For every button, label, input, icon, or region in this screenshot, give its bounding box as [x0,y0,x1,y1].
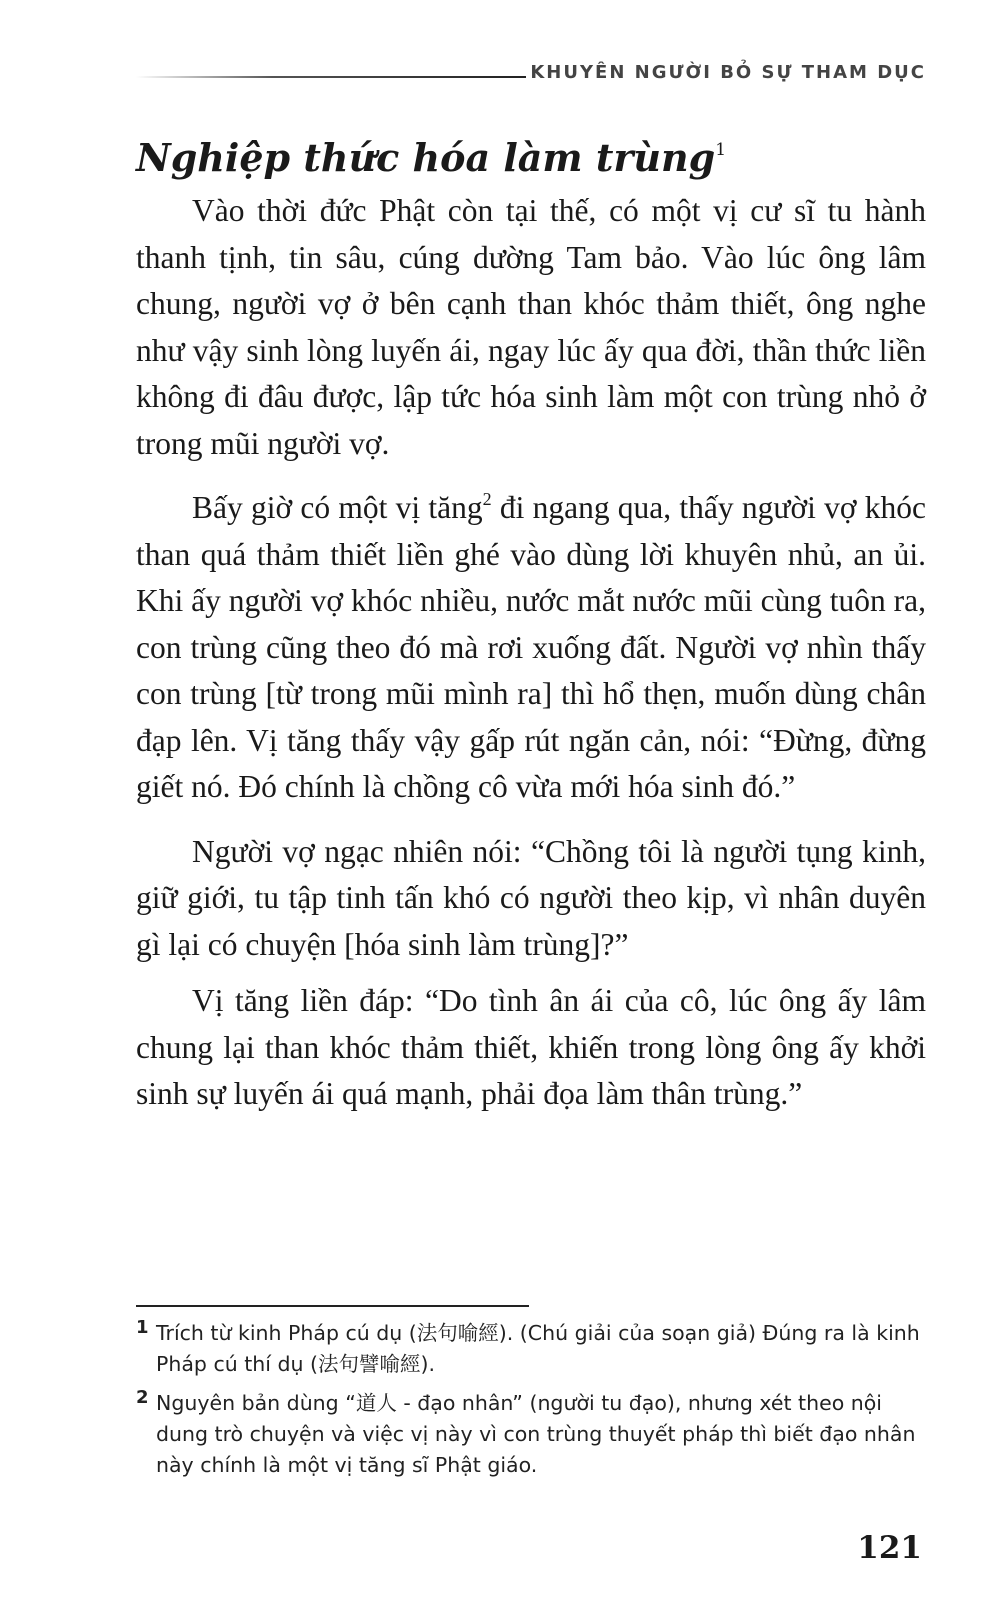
footnote-ref-1[interactable]: 1 [715,140,727,160]
footnote-text: Nguyên bản dùng “道人 - đạo nhân” (người tu đạo), nhưng xét theo nội dung trò chuyện và việc vị này vì con trùng thuyết pháp thì biết đạo nhân này chính là một vị tăng sĩ Phật giáo. [156,1391,916,1477]
running-header [136,56,926,86]
footnote-2 [136,1388,926,1481]
footnote-number: 2 [136,1387,149,1408]
paragraph-2-part-b: đi ngang qua, thấy người vợ khóc than quá thảm thiết liền ghé vào dùng lời khuyên nhủ, an ủi. Khi ấy người vợ khóc nhiều, nước mắt nước mũi cùng tuôn ra, con trùng cũng theo đó mà rơi xuống đất. Người vợ nhìn thấy con trùng [từ trong mũi mình ra] thì hổ thẹn, muốn dùng chân đạp lên. Vị tăng thấy vậy gấp rút ngăn cản, nói: “Đừng, đừng giết nó. Đó chính là chồng cô vừa mới hóa sinh đó.” [136,490,926,804]
section-title [136,135,926,180]
footnote-ref-2[interactable]: 2 [482,489,492,509]
paragraph-2 [136,485,926,811]
running-title: KHUYÊN NGƯỜI BỎ SỰ THAM DỤC [530,62,926,83]
footnote-divider [136,1305,529,1307]
footnote-1 [136,1318,926,1380]
paragraph-4: Vị tăng liền đáp: “Do tình ân ái của cô, lúc ông ấy lâm chung lại than khóc thảm thiết, khiến trong lòng ông ấy khởi sinh sự luyến ái quá mạnh, phải đọa làm thân trùng.” [136,983,926,1111]
section-title-text: Nghiệp thức hóa làm trùng [136,135,716,180]
paragraph-1: Vào thời đức Phật còn tại thế, có một vị cư sĩ tu hành thanh tịnh, tin sâu, cúng dường Tam bảo. Vào lúc ông lâm chung, người vợ ở bên cạnh than khóc thảm thiết, ông nghe như vậy sinh lòng luyến ái, ngay lúc ấy qua đời, thần thức liền không đi đâu được, lập tức hóa sinh làm một con trùng nhỏ ở trong mũi người vợ. [136,193,926,461]
page-number: 121 [857,1530,922,1566]
paragraph-2-part-a: Bấy giờ có một vị tăng [192,490,483,525]
footnote-text: Trích từ kinh Pháp cú dụ (法句喻經). (Chú giải của soạn giả) Đúng ra là kinh Pháp cú thí dụ (法句譬喻經). [156,1321,920,1376]
header-rule [136,76,526,78]
body-text [136,188,926,1118]
footnotes [136,1318,926,1489]
footnote-number: 1 [136,1317,149,1338]
paragraph-3: Người vợ ngạc nhiên nói: “Chồng tôi là người tụng kinh, giữ giới, tu tập tinh tấn khó có người theo kịp, vì nhân duyên gì lại có chuyện [hóa sinh làm trùng]?” [136,833,926,962]
